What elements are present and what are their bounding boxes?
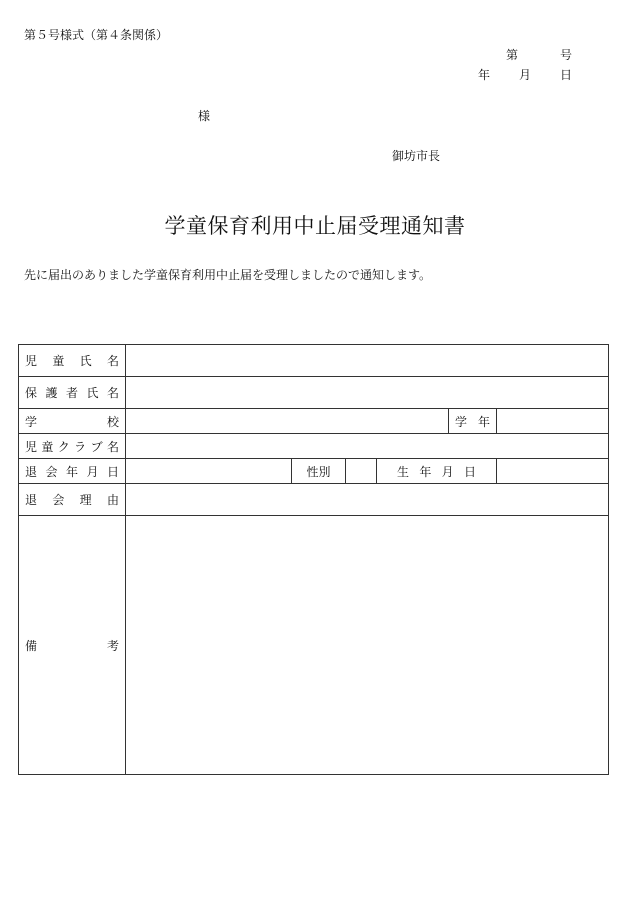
guardian-name-label: 保 護 者 氏 名 <box>19 377 126 409</box>
withdrawal-reason-field[interactable] <box>126 484 609 516</box>
remarks-row <box>19 516 609 775</box>
club-name-label: 児 童 ク ラ ブ 名 <box>19 434 126 459</box>
remarks-label: 備 考 <box>19 516 126 775</box>
grade-label: 学 年 <box>449 409 497 434</box>
notice-body-text: 先に届出のありました学童保育利用中止届を受理しましたので通知します。 <box>24 268 432 282</box>
birth-date-label: 生 年 月 日 <box>377 459 497 484</box>
gender-label: 性別 <box>292 459 346 484</box>
school-label: 学 校 <box>19 409 126 434</box>
document-number-suffix: 号 <box>559 48 572 62</box>
child-name-row <box>19 345 609 377</box>
withdrawal-reason-label: 退 会 理 由 <box>19 484 126 516</box>
document-title: 学童保育利用中止届受理通知書 <box>164 214 466 238</box>
date-year-label: 年 <box>478 68 491 82</box>
school-field[interactable] <box>126 409 449 434</box>
form-number: 第５号様式（第４条関係） <box>24 28 169 42</box>
issue-date-line <box>478 66 572 83</box>
date-day-label: 日 <box>559 68 572 82</box>
date-month-label: 月 <box>518 68 531 82</box>
issuer-name: 御坊市長 <box>392 149 441 163</box>
notice-form-table <box>18 344 609 775</box>
guardian-name-row <box>19 377 609 409</box>
document-number-prefix: 第 <box>506 48 519 62</box>
club-name-row <box>19 434 609 459</box>
withdrawal-date-field[interactable] <box>126 459 292 484</box>
remarks-field[interactable] <box>126 516 609 775</box>
child-name-label: 児 童 氏 名 <box>19 345 126 377</box>
document-number-line <box>506 46 572 63</box>
gender-field[interactable] <box>346 459 377 484</box>
child-name-field[interactable] <box>126 345 609 377</box>
birth-date-field[interactable] <box>497 459 609 484</box>
withdrawal-date-label: 退 会 年 月 日 <box>19 459 126 484</box>
withdrawal-date-row <box>19 459 609 484</box>
guardian-name-field[interactable] <box>126 377 609 409</box>
club-name-field[interactable] <box>126 434 609 459</box>
addressee-honorific: 様 <box>198 109 211 123</box>
withdrawal-reason-row <box>19 484 609 516</box>
school-row <box>19 409 609 434</box>
grade-field[interactable] <box>497 409 609 434</box>
